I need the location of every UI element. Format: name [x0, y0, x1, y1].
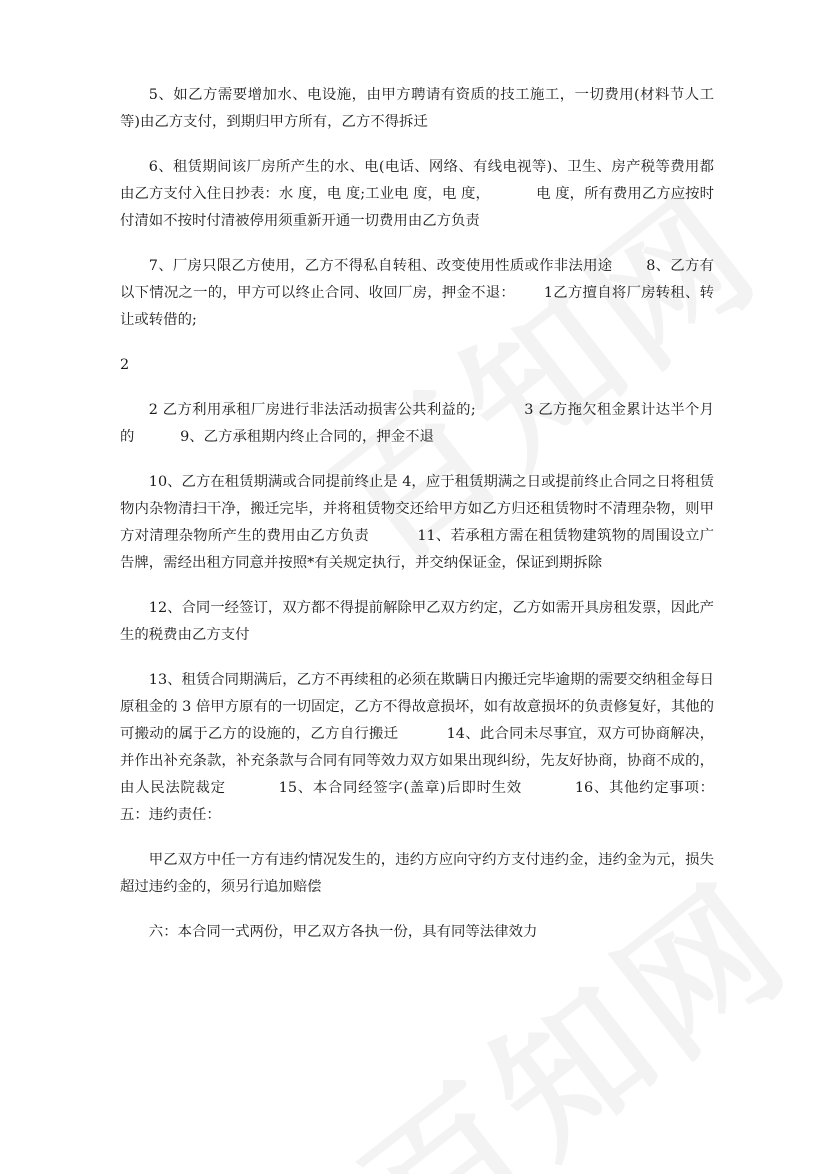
copies-clause: 六：本合同一式两份，甲乙双方各执一份，具有同等法律效力	[148, 924, 538, 940]
document-body	[120, 82, 760, 964]
clause-13-16: 13、租赁合同期满后，乙方不再续租的必须在欺瞒日内搬迁完毕逾期的需要交纳租金每日原租金的 3 倍甲方原有的一切固定，乙方不得故意损坏，如有故意损坏的负责修复好，其他的可搬动的属于乙方的设施的，乙方自行搬迁 14、此合同未尽事宜，双方可协商解决，并作出补充条款，补充条款与合同有同等效力双方如果出现纠纷，先友好协商，协商不成的，由人民法院裁定 15、本合同经签字(盖章)后即时生效 16、其他约定事项： 五：违约责任：	[120, 672, 760, 823]
liability-clause: 甲乙双方中任一方有违约情况发生的，违约方应向守约方支付违约金，违约金为元，损失超过违约金的，须另行追加赔偿	[120, 852, 714, 895]
clause-10-11: 10、乙方在租赁期满或合同提前终止是 4，应于租赁期满之日或提前终止合同之日将租赁物内杂物清扫干净，搬迁完毕，并将租赁物交还给甲方如乙方归还租赁物时不清理杂物，则甲方对清理杂物所产生的费用由乙方负责 11、若承租方需在租赁物建筑物的周围设立广告牌，需经出租方同意并按照*有关规定执行，并交纳保证金，保证到期拆除	[120, 474, 714, 571]
clause-8-items: 2 乙方利用承租厂房进行非法活动损害公共利益的; 3 乙方拖欠租金累计达半个月的 9、乙方承租期内终止合同的，押金不退	[120, 402, 714, 445]
clause-7-8: 7、厂房只限乙方使用，乙方不得私自转租、改变使用性质或作非法用途 8、乙方有以下情况之一的，甲方可以终止合同、收回厂房，押金不退： 1乙方擅自将厂房转租、转让或转借的;	[120, 258, 714, 328]
clause-12: 12、合同一经签订，双方都不得提前解除甲乙双方约定，乙方如需开具房租发票，因此产生的税费由乙方支付	[120, 600, 714, 643]
page-number: 2	[120, 357, 130, 373]
clause-6: 6、租赁期间该厂房所产生的水、电(电话、网络、有线电视等)、卫生、房产税等费用都由乙方支付入住日抄表：水 度，电 度;工业电 度，电 度， 电 度，所有费用乙方应按时付清如不按时付清被停用须重新开通一切费用由乙方负责	[120, 159, 714, 229]
clause-5: 5、如乙方需要增加水、电设施，由甲方聘请有资质的技工施工，一切费用(材料节人工等)由乙方支付，到期归甲方所有，乙方不得拆迁	[120, 87, 714, 130]
